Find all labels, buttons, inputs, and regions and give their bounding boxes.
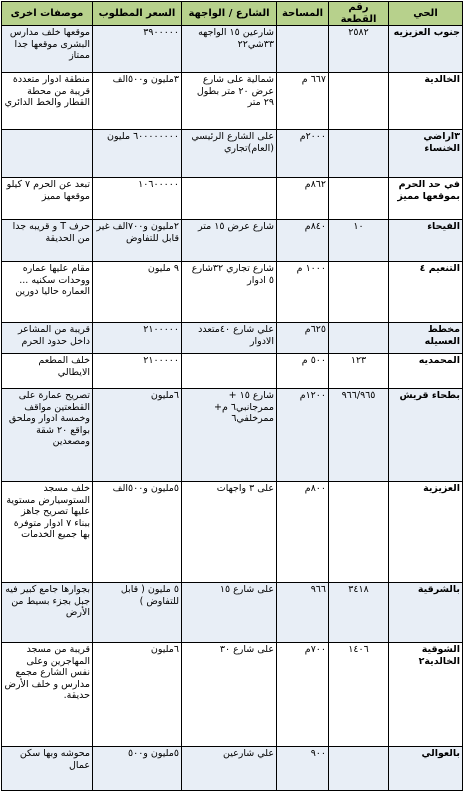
cell-price: ٢١٠٠٠٠٠ [93, 323, 182, 354]
cell-notes: تصريح عمارة على القطعتين مواقف وخمسة ادوار وملحق بواقع ٢٠ شقة ومصعدين [2, 389, 93, 482]
cell-district: بطحاء قريش [389, 389, 463, 482]
cell-area: ١٠٠٠ م [277, 262, 329, 323]
cell-plot-number [329, 482, 389, 583]
cell-district: ٣اراضي الخنساء [389, 130, 463, 178]
cell-price: ٦مليون [93, 643, 182, 747]
header-district: الحي [389, 2, 463, 26]
cell-street: شمالية على شارع عرض ٢٠ متر بطول ٢٩ متر [182, 73, 277, 130]
header-notes: موصفات اخرى [2, 2, 93, 26]
cell-district: بالعوالي [389, 747, 463, 791]
cell-price: ٣٩٠٠٠٠٠ [93, 26, 182, 73]
table-row [2, 26, 463, 73]
cell-street: على الشارع الرئيسي (العام)تجاري [182, 130, 277, 178]
cell-price: ٥مليون و٥٠٠ [93, 747, 182, 791]
cell-notes: قريبة من مسجد المهاجرين وعلى نفس الشارع مجمع مدارس و خلف الأرض حديقة. [2, 643, 93, 747]
cell-notes: موقعها خلف مدارس البشرى موقعها جدا ممتاز [2, 26, 93, 73]
cell-plot-number: ١٢٣ [329, 354, 389, 389]
cell-street: على ٣ واجهات [182, 482, 277, 583]
cell-notes [2, 130, 93, 178]
cell-district: العزيزية [389, 482, 463, 583]
cell-price: ٥ مليون ( قابل للتفاوض ) [93, 583, 182, 643]
cell-plot-number: ٢٥٨٢ [329, 26, 389, 73]
table-row [2, 262, 463, 323]
table-row [2, 130, 463, 178]
cell-notes: بجوارها جامع كبير فيه جبل بجزء بسيط من الأرض [2, 583, 93, 643]
cell-area [277, 26, 329, 73]
cell-notes: حرف T و قريبه جدا من الحديقة [2, 220, 93, 262]
cell-street: شارع تجاري ٣٢شارع ٥ ادوار [182, 262, 277, 323]
cell-street: علي شارع ٤٠متعدد الادوار [182, 323, 277, 354]
table-row [2, 747, 463, 791]
cell-price: ٦مليون [93, 389, 182, 482]
table-row [2, 178, 463, 220]
cell-notes: خلف المطعم الايطالي [2, 354, 93, 389]
cell-price: ٥مليون و٥٠٠الف [93, 482, 182, 583]
cell-district: في حد الحرم بموقعها مميز [389, 178, 463, 220]
cell-street: شارعين ١٥ الواجهه ٣٣شي٢٢ [182, 26, 277, 73]
cell-street: على شارع ١٥ [182, 583, 277, 643]
cell-notes: مقام عليها عماره ووحدات سكنيه ... العماره حاليا دورين [2, 262, 93, 323]
cell-street: شارع ١٥ + ممرجانبي٦ م+ ممرخلفي٦ [182, 389, 277, 482]
cell-street: على شارع ٣٠ [182, 643, 277, 747]
cell-plot-number [329, 73, 389, 130]
cell-area: ٨٦٢م [277, 178, 329, 220]
header-street: الشارع / الواجهة [182, 2, 277, 26]
cell-area: ٦٦٧ م [277, 73, 329, 130]
cell-street: علي شارعين [182, 747, 277, 791]
header-area: المساحة [277, 2, 329, 26]
cell-price: ١٠٦٠٠٠٠٠ [93, 178, 182, 220]
cell-plot-number [329, 323, 389, 354]
cell-area: ٢٠٠٠م [277, 130, 329, 178]
cell-area: ١٢٠٠م [277, 389, 329, 482]
cell-area: ٦٢٥م [277, 323, 329, 354]
header-row [2, 2, 463, 26]
cell-district: التنعيم ٤ [389, 262, 463, 323]
cell-area: ٧٠٠م [277, 643, 329, 747]
cell-notes: تبعد عن الحرم ٧ كيلو موقعها مميز [2, 178, 93, 220]
cell-district: جنوب العزيزيه [389, 26, 463, 73]
table-row [2, 323, 463, 354]
cell-district: المحمديه [389, 354, 463, 389]
cell-price: ٩ مليون [93, 262, 182, 323]
cell-street [182, 354, 277, 389]
table-row [2, 643, 463, 747]
cell-area: ٨٠٠م [277, 482, 329, 583]
cell-district: الخالدية [389, 73, 463, 130]
cell-plot-number: ١٠ [329, 220, 389, 262]
cell-district: الفيحاء [389, 220, 463, 262]
table-row [2, 583, 463, 643]
cell-price: ٢١٠٠٠٠٠ [93, 354, 182, 389]
cell-notes: قريبة من المشاعر داخل حدود الحرم [2, 323, 93, 354]
cell-area: ٥٠٠ م [277, 354, 329, 389]
cell-plot-number: ١٤٠٦ [329, 643, 389, 747]
cell-price: ٣مليون و٥٠٠الف [93, 73, 182, 130]
cell-plot-number [329, 178, 389, 220]
table-row [2, 220, 463, 262]
cell-plot-number [329, 262, 389, 323]
header-plot-number: رقم القطعة [329, 2, 389, 26]
cell-price: ٦٠٠٠٠٠٠٠٠ مليون [93, 130, 182, 178]
cell-area: ٨٤٠م [277, 220, 329, 262]
cell-notes: خلف مسجد الستوسيارض مستوية عليها تصريح جاهز ببناء ٧ ادوار متوفرة بها جميع الخدمات [2, 482, 93, 583]
cell-notes: محوشه وبها سكن عمال [2, 747, 93, 791]
header-price: السعر المطلوب [93, 2, 182, 26]
cell-plot-number [329, 130, 389, 178]
cell-district: مخطط العسيله [389, 323, 463, 354]
cell-plot-number [329, 747, 389, 791]
table-row [2, 354, 463, 389]
cell-price: ٢مليون و٧٠٠الف غير قابل للتفاوض [93, 220, 182, 262]
table-row [2, 482, 463, 583]
cell-district: بالشرقية [389, 583, 463, 643]
listings-table [1, 1, 463, 791]
cell-plot-number: ٩٦٦/٩٦٥ [329, 389, 389, 482]
cell-plot-number: ٣٤١٨ [329, 583, 389, 643]
cell-notes: منطقة ادوار متعددة قريبة من محطة القطار والخط الدائري [2, 73, 93, 130]
cell-area: ٩٦٦ [277, 583, 329, 643]
cell-street: شارع عرض ١٥ متر [182, 220, 277, 262]
cell-area: ٩٠٠ [277, 747, 329, 791]
table-row [2, 389, 463, 482]
table-row [2, 73, 463, 130]
cell-street [182, 178, 277, 220]
cell-district: الشوقية الخالدية٢ [389, 643, 463, 747]
